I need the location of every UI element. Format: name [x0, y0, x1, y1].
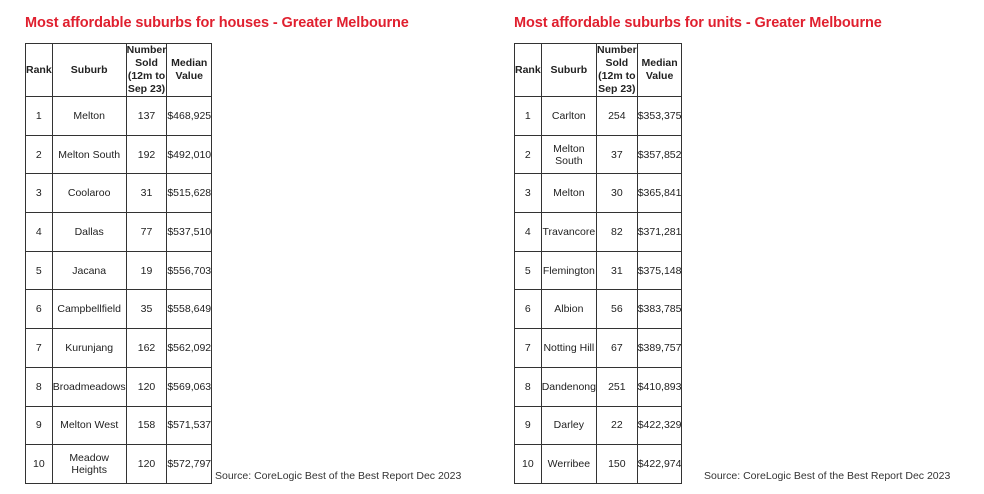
header-median-value: Median Value [167, 44, 212, 97]
cell-suburb: Travancore [541, 213, 596, 252]
header-number-sold [597, 44, 638, 97]
cell-suburb: Melton West [52, 406, 126, 445]
header-rank: Rank [515, 44, 542, 97]
cell-median-value: $515,628 [167, 174, 212, 213]
cell-median-value: $375,148 [637, 251, 682, 290]
units-table-body [515, 97, 682, 484]
cell-number-sold: 162 [126, 329, 167, 368]
cell-rank: 6 [26, 290, 53, 329]
cell-suburb: Albion [541, 290, 596, 329]
cell-number-sold: 37 [597, 135, 638, 174]
table-row [515, 174, 682, 213]
cell-suburb: Dandenong [541, 367, 596, 406]
cell-rank: 2 [515, 135, 542, 174]
header-number-sold [126, 44, 167, 97]
cell-median-value: $383,785 [637, 290, 682, 329]
houses-header-row [26, 44, 212, 97]
cell-median-value: $422,974 [637, 445, 682, 484]
cell-median-value: $389,757 [637, 329, 682, 368]
units-header-row [515, 44, 682, 97]
table-row [515, 290, 682, 329]
cell-number-sold: 67 [597, 329, 638, 368]
houses-table-body [26, 97, 212, 484]
table-row [26, 329, 212, 368]
cell-number-sold: 82 [597, 213, 638, 252]
table-row [26, 213, 212, 252]
cell-median-value: $569,063 [167, 367, 212, 406]
houses-table [25, 43, 212, 484]
table-row [515, 329, 682, 368]
table-row [515, 251, 682, 290]
cell-suburb: Carlton [541, 97, 596, 136]
header-sold-line2: (12m to Sep 23) [598, 70, 636, 95]
cell-median-value: $371,281 [637, 213, 682, 252]
cell-number-sold: 192 [126, 135, 167, 174]
cell-rank: 4 [515, 213, 542, 252]
cell-suburb: Meadow Heights [52, 445, 126, 484]
units-title: Most affordable suburbs for units - Greater Melbourne [514, 15, 882, 31]
table-row [515, 135, 682, 174]
cell-suburb: Melton [52, 97, 126, 136]
cell-number-sold: 120 [126, 367, 167, 406]
cell-median-value: $468,925 [167, 97, 212, 136]
table-row [26, 251, 212, 290]
cell-number-sold: 254 [597, 97, 638, 136]
cell-suburb: Werribee [541, 445, 596, 484]
cell-median-value: $422,329 [637, 406, 682, 445]
header-rank: Rank [26, 44, 53, 97]
cell-number-sold: 35 [126, 290, 167, 329]
table-row [515, 445, 682, 484]
houses-title: Most affordable suburbs for houses - Greater Melbourne [25, 15, 409, 31]
table-row [26, 445, 212, 484]
header-suburb: Suburb [52, 44, 126, 97]
table-row [515, 97, 682, 136]
cell-rank: 1 [515, 97, 542, 136]
cell-suburb: Melton South [52, 135, 126, 174]
cell-number-sold: 31 [126, 174, 167, 213]
table-row [515, 406, 682, 445]
cell-rank: 9 [26, 406, 53, 445]
table-row [26, 174, 212, 213]
cell-rank: 10 [515, 445, 542, 484]
cell-suburb: Melton [541, 174, 596, 213]
cell-median-value: $492,010 [167, 135, 212, 174]
table-row [26, 367, 212, 406]
header-suburb: Suburb [541, 44, 596, 97]
cell-rank: 8 [26, 367, 53, 406]
cell-number-sold: 22 [597, 406, 638, 445]
cell-number-sold: 137 [126, 97, 167, 136]
cell-suburb: Darley [541, 406, 596, 445]
cell-suburb: Jacana [52, 251, 126, 290]
cell-rank: 6 [515, 290, 542, 329]
cell-suburb: Melton South [541, 135, 596, 174]
cell-median-value: $556,703 [167, 251, 212, 290]
cell-median-value: $353,375 [637, 97, 682, 136]
cell-number-sold: 30 [597, 174, 638, 213]
cell-median-value: $572,797 [167, 445, 212, 484]
cell-number-sold: 56 [597, 290, 638, 329]
cell-rank: 4 [26, 213, 53, 252]
cell-median-value: $365,841 [637, 174, 682, 213]
cell-median-value: $357,852 [637, 135, 682, 174]
cell-median-value: $562,092 [167, 329, 212, 368]
cell-rank: 9 [515, 406, 542, 445]
header-sold-line1: Number Sold [597, 44, 637, 69]
cell-suburb: Coolaroo [52, 174, 126, 213]
cell-suburb: Notting Hill [541, 329, 596, 368]
cell-median-value: $410,893 [637, 367, 682, 406]
cell-rank: 5 [26, 251, 53, 290]
header-median-value: Median Value [637, 44, 682, 97]
cell-number-sold: 120 [126, 445, 167, 484]
table-row [515, 367, 682, 406]
cell-suburb: Kurunjang [52, 329, 126, 368]
cell-rank: 3 [515, 174, 542, 213]
cell-rank: 10 [26, 445, 53, 484]
cell-number-sold: 31 [597, 251, 638, 290]
cell-number-sold: 77 [126, 213, 167, 252]
cell-suburb: Broadmeadows [52, 367, 126, 406]
cell-suburb: Dallas [52, 213, 126, 252]
units-table [514, 43, 682, 484]
units-source: Source: CoreLogic Best of the Best Report Dec 2023 [704, 470, 951, 482]
table-row [26, 406, 212, 445]
cell-median-value: $571,537 [167, 406, 212, 445]
cell-rank: 7 [515, 329, 542, 368]
cell-rank: 2 [26, 135, 53, 174]
cell-rank: 1 [26, 97, 53, 136]
cell-suburb: Flemington [541, 251, 596, 290]
cell-median-value: $558,649 [167, 290, 212, 329]
table-row [26, 135, 212, 174]
houses-source: Source: CoreLogic Best of the Best Report Dec 2023 [215, 470, 462, 482]
header-sold-line1: Number Sold [126, 44, 167, 69]
header-sold-line2: (12m to Sep 23) [127, 70, 166, 95]
cell-number-sold: 158 [126, 406, 167, 445]
cell-rank: 8 [515, 367, 542, 406]
table-row [515, 213, 682, 252]
cell-median-value: $537,510 [167, 213, 212, 252]
table-row [26, 290, 212, 329]
cell-rank: 7 [26, 329, 53, 368]
cell-rank: 3 [26, 174, 53, 213]
cell-number-sold: 19 [126, 251, 167, 290]
cell-rank: 5 [515, 251, 542, 290]
cell-number-sold: 251 [597, 367, 638, 406]
table-row [26, 97, 212, 136]
cell-number-sold: 150 [597, 445, 638, 484]
cell-suburb: Campbellfield [52, 290, 126, 329]
